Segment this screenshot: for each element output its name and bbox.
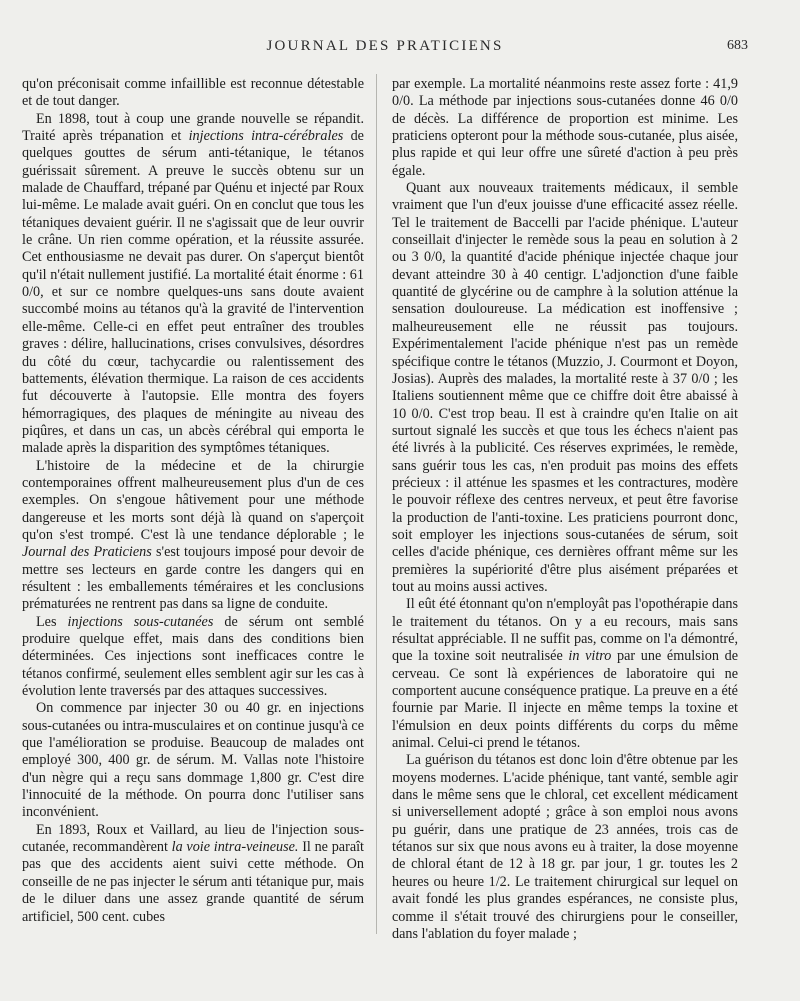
text-run: La guérison du tétanos est donc loin d'être obtenue par les moyens modernes. L'acide phénique, tant vanté, semble agir dans le même sens que le chloral, cet excellent médicament si universellement adopté ; grâce à son emploi nous avons pu guérir, dans une pratique de 23 années, trois cas de tétanos sur six que nous avons eu à traiter, la dose moyenne de chloral étant de 12 à 18 gr. par jour, 1 gr. toutes les 2 heures ou heure 1/2. Le traitement chirurgical sur lequel on avait fondé les plus grandes espérances, ne consiste plus, comme il s'était trouvé des chirurgiens pour le conseiller, dans l'ablation du foyer malade ; (392, 752, 738, 942)
paragraph (22, 614, 364, 701)
italic-text: Journal des Praticiens (22, 544, 152, 561)
text-run: qu'on préconisait comme infaillible est reconnue détestable et de tout danger. (22, 76, 364, 110)
paragraph (392, 596, 738, 752)
text-run: de quelques gouttes de sérum anti-tétanique, le tétanos guérissait sûrement. A preuve le succès obtenu sur un malade de Chauffard, trépané par Quénu et injecté par Roux lui-même. Le malade avait guéri. On en conclut que tous les tétaniques devaient guérir. Il ne s'agissait que de leur ouvrir le crâne. Un rien comme opération, et la réussite assurée. Cet enthousiasme ne devait pas durer. On s'aperçut bientôt qu'il n'était nullement justifié. La mortalité était énorme : 61 0/0, et sur ce nombre quelques-uns sans doute avaient succombé moins au tétanos qu'à la gravité de l'intervention elle-même. Celle-ci en effet peut entraîner des troubles graves : délire, hallucinations, crises convulsives, désordres du côté du cœur, tachycardie ou ralentissement des battements, élévation thermique. La raison de ces accidents fut découverte à l'autopsie. Elle montra des foyers hémorragiques, des plaques de méningite au niveau des piqûres, et dans un cas, un abcès cérébral qui emporta le malade après la disparition des symptômes tétaniques. (22, 128, 364, 457)
journal-title: JOURNAL DES PRATICIENS (266, 38, 504, 54)
column-divider (376, 74, 377, 934)
paragraph (392, 752, 738, 943)
left-column (22, 76, 364, 926)
paragraph (22, 822, 364, 926)
paragraph (22, 700, 364, 821)
text-run: Quant aux nouveaux traitements médicaux, il semble vraiment que l'un d'eux jouisse d'une efficacité assez réelle. Tel le traitement de Baccelli par l'acide phénique. L'auteur conseillait d'injecter le remède sous la peau en solution à 2 ou 3 0/0, la quantité d'acide phénique injectée chaque jour devant atteindre 30 à 40 centigr. L'adjonction d'une faible quantité de glycérine ou de camphre à la solution atténue la sensation douloureuse. La médication est inoffensive ; malheureusement elle ne réussit pas toujours. Expérimentalement l'acide phénique n'est pas un remède spécifique contre le tétanos (Muzzio, J. Courmont et Doyon, Josias). Auprès des malades, la mortalité reste à 37 0/0 ; les Italiens soutiennent même que ce chiffre doit être abaissé à 10 0/0. C'est trop beau. Il est à craindre qu'en Italie on ait surtout signalé les succès et que tous les échecs n'aient pas été livrés à la publicité. Ces réserves exprimées, le remède, sans guérir tous les cas, n'en produit pas moins des effets précieux : il atténue les spasmes et les contractures, modère le pouvoir réflexe des centres nerveux, et peut être favorise la production de l'anti-toxine. Les praticiens pourront donc, soit employer les injections sous-cutanées de sérum, soit celles d'acide phénique, ces dernières offrant même sur les premières la supériorité d'être plus aisément préparées et tout au moins aussi actives. (392, 180, 738, 595)
italic-text: la voie intra-veineuse. (171, 839, 299, 856)
text-run: En 1898, tout à coup une grande nouvelle se répandit. Traité après trépanation et (22, 110, 364, 145)
running-header (0, 38, 800, 62)
paragraph (392, 180, 738, 596)
text-run: L'histoire de la médecine et de la chirurgie contemporaines offrent malheureusement plus d'un de ces exemples. On s'engoue hâtivement pour une méthode dangereuse et les morts sont déjà là quand on s'aperçoit qu'on s'est trompé. C'est là une tendance déplorable ; le (22, 457, 364, 543)
paragraph (22, 76, 364, 111)
text-run: En 1893, Roux et Vaillard, au lieu de l'injection sous-cutanée, recommandèrent (22, 821, 364, 856)
right-column (392, 76, 738, 943)
text-run: On commence par injecter 30 ou 40 gr. en injections sous-cutanées ou intra-musculaires et on continue jusqu'à ce que l'amélioration se produise. Beaucoup de malades ont employé 300, 400 gr. de sérum. M. Vallas note l'histoire d'un nègre qui a reçu sans dommage 1,800 gr. C'est dire l'innocuité de la méthode. On pourra donc l'utiliser sans inconvénient. (22, 700, 364, 821)
text-run: Il ne paraît pas que des accidents aient suivi cette méthode. On conseille de ne pas injecter le sérum anti tétanique pur, mais de le diluer dans une assez grande quantité de sérum artificiel, 500 cent. cubes (22, 839, 364, 925)
paragraph (22, 111, 364, 458)
text-run: par exemple. La mortalité néanmoins reste assez forte : 41,9 0/0. La méthode par injections sous-cutanées donne 46 0/0 de décès. La différence de proportion est minime. Les praticiens opteront pour la méthode sous-cutanée, plus aisée, plus rapide et qui leur offre une sûreté d'action à peu près égale. (392, 76, 738, 179)
paragraph (392, 76, 738, 180)
italic-text: injections intra-cérébrales (188, 128, 344, 145)
text-run: s'est toujours imposé pour devoir de mettre ses lecteurs en garde contre les dangers qui en résultent : les emballements téméraires et les conclusions prématurées ne rentrent pas dans sa ligne de conduite. (22, 544, 364, 613)
page-number: 683 (727, 38, 748, 53)
italic-text: injections sous-cutanées (67, 613, 214, 630)
text-run: Les (36, 613, 68, 630)
text-run: de sérum ont semblé produire quelque effet, mais dans des conditions bien déterminées. Ces injections sont inefficaces contre le tétanos confirmé, seulement elles semblent agir sur les cas à évolution lente traversés par des attaques successives. (22, 613, 364, 700)
text-run: par une émulsion de cerveau. Ce sont là expériences de laboratoire qui ne comportent aucune conséquence pratique. La preuve en a été fournie par Marie. Il injecte en même temps la toxine et l'émulsion en deux points différents du corps du même animal. Celui-ci prend le tétanos. (392, 648, 738, 752)
paragraph (22, 458, 364, 614)
text-run: Il eût été étonnant qu'on n'employât pas l'opothérapie dans le traitement du tétanos. On y a eu recours, mais sans résultat appréciable. Il ne suffit pas, comme on l'a démontré, que la toxine soit neutralisée (392, 596, 738, 665)
italic-text: in vitro (568, 648, 612, 665)
